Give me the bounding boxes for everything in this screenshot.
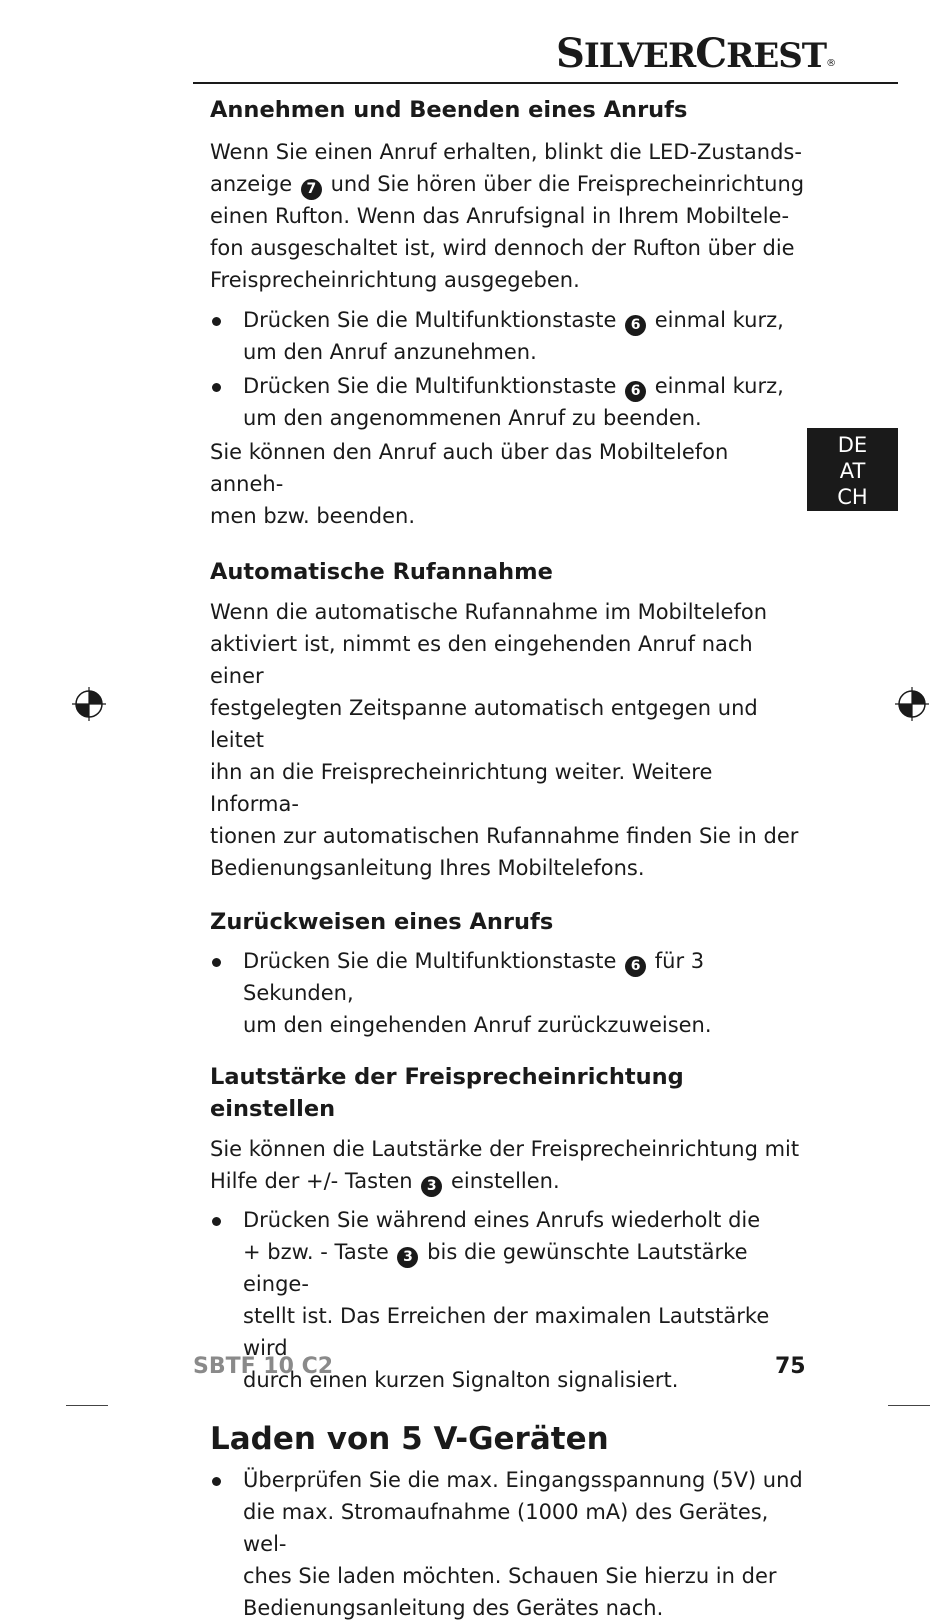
text: Drücken Sie die Multifunktionstaste [243,374,617,398]
ref-number-badge: 6 [625,381,646,402]
section-title-answer: Annehmen und Beenden eines Anrufs [210,97,688,123]
paragraph-line: men bzw. beenden. [210,504,416,528]
text: Bedienungsanleitung des Gerätes nach. [243,1596,664,1620]
language-code: AT [839,459,866,483]
registration-mark-icon [72,687,106,721]
brand-part: ILVER [583,36,696,76]
text: um den Anruf anzunehmen. [243,340,537,364]
page-number: 75 [775,1354,806,1379]
ref-number-badge: 3 [421,1176,442,1197]
bullet-dot-icon [212,383,221,392]
paragraph-line: ihn an die Freisprecheinrichtung weiter. Weitere Informa- [210,760,713,816]
text: Drücken Sie während eines Anrufs wiederholt die [243,1208,761,1232]
paragraph-line: fon ausgeschaltet ist, wird dennoch der Rufton über die [210,236,795,260]
paragraph-line: Bedienungsanleitung Ihres Mobiltelefons. [210,856,645,880]
paragraph-line: einen Rufton. Wenn das Anrufsignal in Ihrem Mobiltele- [210,204,790,228]
page-content [210,92,805,1624]
paragraph-line [210,1165,805,1197]
chapter-title-charging: Laden von 5 V-Geräten [210,1421,609,1457]
language-code: CH [837,485,868,509]
paragraph-line: festgelegten Zeitspanne automatisch entgegen und leitet [210,696,758,752]
brand-logo [556,30,836,77]
text: ches Sie laden möchten. Schauen Sie hierzu in der [243,1564,777,1588]
brand-letter: C [695,30,727,77]
brand-letter: S [556,30,584,77]
language-code: DE [837,433,868,457]
paragraph-line: tionen zur automatischen Rufannahme finden Sie in der [210,824,799,848]
text: einstellen. [450,1169,560,1193]
text: anzeige [210,172,293,196]
text: um den angenommenen Anruf zu beenden. [243,406,702,430]
section-title-auto: Automatische Rufannahme [210,559,553,585]
text: einmal kurz, [648,308,784,332]
section-title-reject: Zurückweisen eines Anrufs [210,909,554,935]
paragraph-line: Wenn Sie einen Anruf erhalten, blinkt die LED-Zustands- [210,140,802,164]
crop-mark [888,1405,930,1406]
bullet-dot-icon [212,958,221,967]
bullet-item [210,370,805,434]
text: Hilfe der +/- Tasten [210,1169,413,1193]
crop-mark [66,1405,108,1406]
brand-part: REST [726,36,827,76]
text: Überprüfen Sie die max. Eingangsspannung (5V) und [243,1468,803,1492]
footer-model-number: SBTF 10 C2 [193,1354,334,1379]
ref-number-badge: 7 [301,179,322,200]
registered-mark: ® [826,58,836,69]
text: und Sie hören über die Freisprecheinrichtung [330,172,805,196]
ref-number-badge: 3 [397,1247,418,1268]
bullet-dot-icon [212,1217,221,1226]
registration-mark-icon [895,687,929,721]
text: Drücken Sie die Multifunktionstaste [243,949,617,973]
text: für 3 Sekunden, [243,949,705,1005]
text: die max. Stromaufnahme (1000 mA) des Gerätes, wel- [243,1500,769,1556]
text: einmal kurz, [654,374,784,398]
paragraph-line: Sie können die Lautstärke der Freisprecheinrichtung mit [210,1137,800,1161]
bullet-dot-icon [212,317,221,326]
text: Drücken Sie die Multifunktionstaste [243,308,617,332]
paragraph-line: Wenn die automatische Rufannahme im Mobiltelefon [210,600,768,624]
language-tab [807,428,898,511]
bullet-item [210,1464,805,1624]
paragraph-line [210,168,805,200]
text: + bzw. - Taste [243,1240,389,1264]
bullet-item [210,945,805,1041]
paragraph-line: Sie können den Anruf auch über das Mobiltelefon anneh- [210,440,729,496]
text: bis die gewünschte Lautstärke einge- [243,1240,748,1296]
bullet-dot-icon [212,1477,221,1486]
paragraph-line: Freisprecheinrichtung ausgegeben. [210,268,580,292]
section-title-volume: Lautstärke der Freisprecheinrichtung einstellen [210,1064,684,1122]
text: um den eingehenden Anruf zurückzuweisen. [243,1013,712,1037]
text: durch einen kurzen Signalton signalisiert. [243,1368,679,1392]
ref-number-badge: 6 [625,956,646,977]
text: stellt ist. Das Erreichen der maximalen Lautstärke wird [243,1304,770,1360]
ref-number-badge: 6 [625,315,646,336]
bullet-item [210,304,805,368]
paragraph-line: aktiviert ist, nimmt es den eingehenden Anruf nach einer [210,632,753,688]
header-rule [193,82,898,84]
